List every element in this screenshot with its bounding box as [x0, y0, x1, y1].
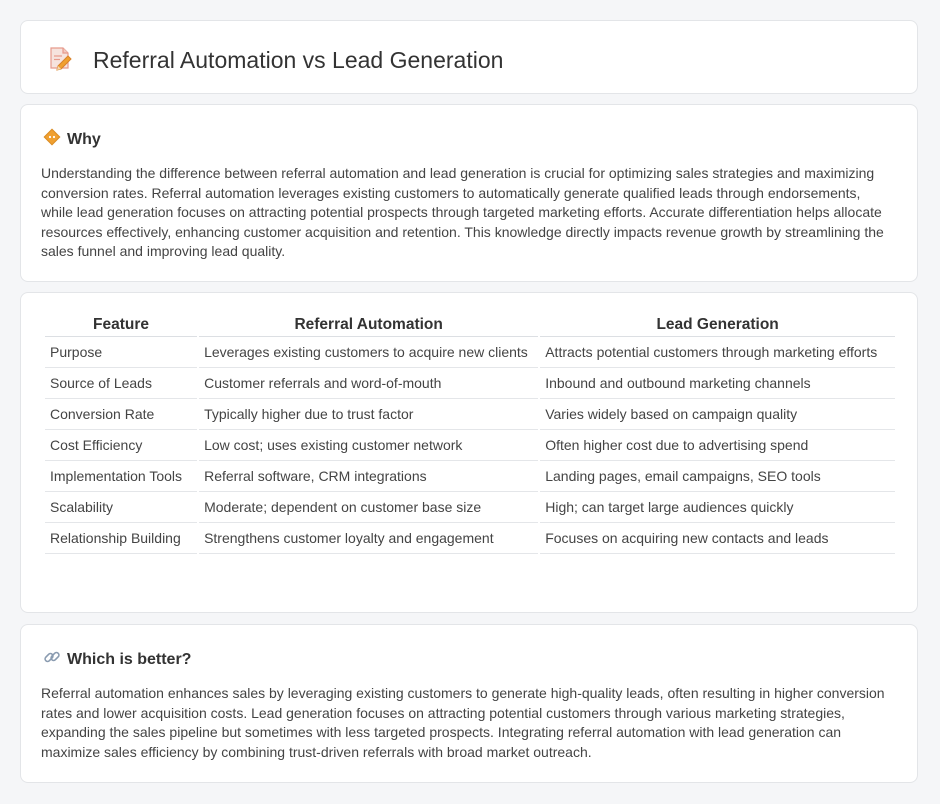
table-row: [45, 399, 895, 430]
comparison-table: [43, 315, 897, 554]
document-pencil-icon: [47, 45, 73, 76]
lead-gen-cell: Inbound and outbound marketing channels: [540, 368, 895, 399]
header-referral-automation: Referral Automation: [199, 315, 538, 337]
lead-gen-cell: Often higher cost due to advertising spend: [540, 430, 895, 461]
header-lead-generation: Lead Generation: [540, 315, 895, 337]
why-title: Why: [67, 130, 101, 148]
lead-gen-cell: Varies widely based on campaign quality: [540, 399, 895, 430]
title-row: [47, 45, 503, 76]
referral-cell: Customer referrals and word-of-mouth: [199, 368, 538, 399]
referral-cell: Low cost; uses existing customer network: [199, 430, 538, 461]
table-row: [45, 337, 895, 368]
table-header-row: [45, 315, 895, 337]
why-paragraph: Understanding the difference between referral automation and lead generation is crucial for optimizing sales strategies and maximizing conversion rates. Referral automation leverages existing customers to automatically generate qualified leads through endorsements, while lead generation focuses on attracting potential prospects through targeted marketing efforts. Accurate differentiation helps allocate resources effectively, enhancing customer acquisition and retention. This knowledge directly impacts revenue growth by streamlining the sales funnel and improving lead quality.: [41, 165, 884, 260]
feature-cell: Implementation Tools: [45, 461, 197, 492]
feature-cell: Source of Leads: [45, 368, 197, 399]
referral-cell: Typically higher due to trust factor: [199, 399, 538, 430]
which-is-better-section: [20, 624, 918, 783]
title-card: [20, 20, 918, 94]
better-paragraph: Referral automation enhances sales by leveraging existing customers to generate high-quality leads, often resulting in higher conversion rates and lower acquisition costs. Lead generation focuses on attracting potential customers through various marketing strategies, expanding the sales pipeline but sometimes with less targeted prospects. Integrating referral automation with lead generation can maximize sales efficiency by combining trust-driven referrals with broad market outreach.: [41, 685, 885, 760]
comparison-section: [20, 292, 918, 613]
referral-cell: Referral software, CRM integrations: [199, 461, 538, 492]
referral-cell: Strengthens customer loyalty and engagement: [199, 523, 538, 554]
header-feature: Feature: [45, 315, 197, 337]
lead-gen-cell: High; can target large audiences quickly: [540, 492, 895, 523]
better-title: Which is better?: [67, 650, 192, 668]
link-icon: [43, 648, 61, 671]
feature-cell: Conversion Rate: [45, 399, 197, 430]
table-row: [45, 492, 895, 523]
referral-cell: Moderate; dependent on customer base size: [199, 492, 538, 523]
page-title: Referral Automation vs Lead Generation: [93, 47, 504, 73]
better-heading: [43, 648, 191, 671]
table-row: [45, 368, 895, 399]
why-heading: [43, 128, 101, 151]
referral-cell: Leverages existing customers to acquire new clients: [199, 337, 538, 368]
feature-cell: Cost Efficiency: [45, 430, 197, 461]
lead-gen-cell: Landing pages, email campaigns, SEO tools: [540, 461, 895, 492]
diamond-sign-icon: [43, 128, 61, 151]
table-row: [45, 523, 895, 554]
lead-gen-cell: Attracts potential customers through marketing efforts: [540, 337, 895, 368]
why-section: [20, 104, 918, 282]
feature-cell: Purpose: [45, 337, 197, 368]
table-row: [45, 430, 895, 461]
feature-cell: Scalability: [45, 492, 197, 523]
table-row: [45, 461, 895, 492]
feature-cell: Relationship Building: [45, 523, 197, 554]
lead-gen-cell: Focuses on acquiring new contacts and leads: [540, 523, 895, 554]
